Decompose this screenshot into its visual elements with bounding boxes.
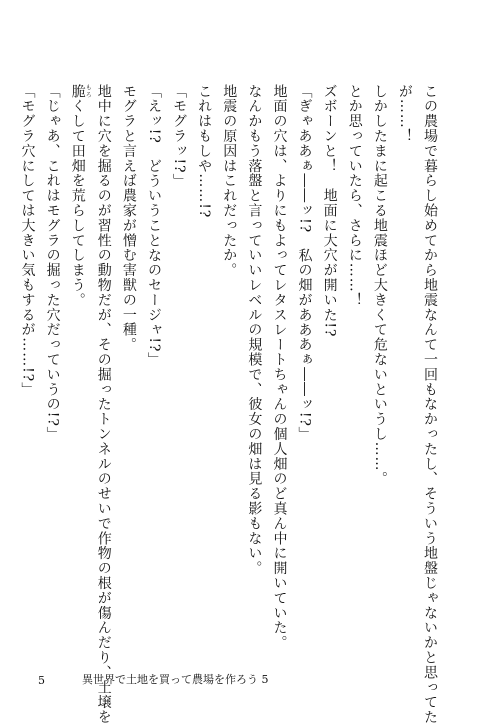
text-line: 地中に穴を掘るのが習性の動物だが、その掘ったトンネルのせいで作物の根が傷んだり、土壌を — [95, 84, 112, 725]
running-title: 異世界で土地を買って農場を作ろう 5 — [82, 673, 269, 686]
text-line: しかしたまに起こる地震ほど大きくて危ないというし……。 — [371, 84, 388, 487]
ruby-annotation: 脆もろ — [69, 84, 92, 99]
dialogue-line: 「ぎゃああぁ――ッ!? 私の畑があああぁ――ッ!?」 — [296, 84, 313, 442]
text-line: この農場で暮らし始めてから地震なんて一回もなかったし、そういう地盤じゃないかと思ってた — [422, 84, 438, 725]
text-line: 地震の原因はこれだったか。 — [221, 84, 238, 278]
text-line: モグラと言えば農家が憎む害獣の一種。 — [120, 84, 137, 353]
dialogue-line: 「モグラ穴にしては大きい気もするが……!?」 — [19, 84, 36, 397]
dialogue-line: 「じゃあ、これはモグラの掘った穴だっていうの!?」 — [44, 84, 61, 442]
text-line: とか思っていたら、さらに……！ — [346, 84, 363, 308]
text-line: が……！ — [396, 84, 413, 144]
text-line: ズボーンと！ 地面に大穴が開いた!? — [321, 84, 338, 338]
dialogue-line: 「えッ!? どういうことなのセージャ!?」 — [145, 84, 162, 368]
text-line: なんかもう落盤と言っていいレベルの規模で、彼女の畑は見る影もない。 — [246, 84, 263, 576]
dialogue-line: 「モグラッ!?」 — [171, 84, 188, 189]
page-number: 5 — [38, 674, 45, 687]
text-line: これはもしや……!? — [196, 84, 213, 219]
text-line: 地面の穴は、よりにもよってレタスレートちゃんの個人畑のど真ん中に開いていた。 — [271, 84, 288, 651]
text-line-with-ruby: 脆もろくして田畑を荒らしてしまう。 — [69, 84, 92, 308]
